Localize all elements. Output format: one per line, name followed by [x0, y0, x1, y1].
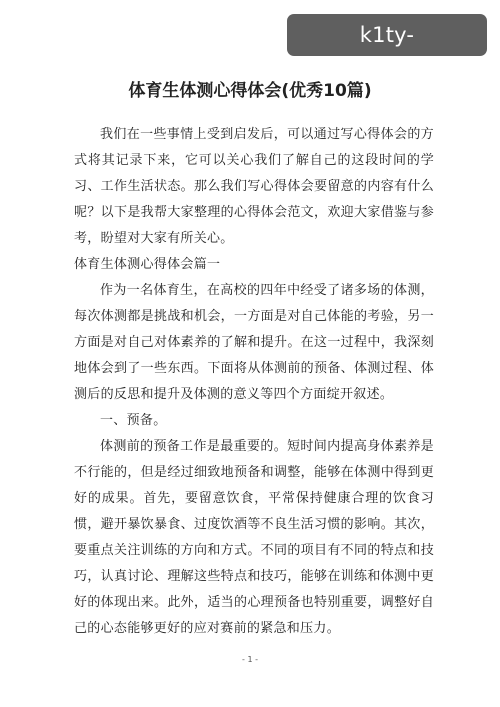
- document-body: [74, 122, 434, 642]
- page-title: 体育生体测心得体会(优秀10篇): [128, 81, 372, 101]
- section-heading: 体育生体测心得体会篇一: [74, 257, 221, 272]
- subheading-preparation: 一、预备。: [100, 413, 167, 428]
- page-number: - 1 -: [242, 655, 258, 664]
- paragraph-overview: 作为一名体育生，在高校的四年中经受了诸多场的体测，每次体测都是挑战和机会，一方面是对自己体能的考验，另一方面是对自己对体素养的了解和提升。在这一过程中，我深刻地体会到了一些东西。下面将从体测前的预备、体测过程、体测后的反思和提升及体测的意义等四个方面绽开叙述。: [74, 283, 434, 402]
- paragraph-intro: 我们在一些事情上受到启发后，可以通过写心得体会的方式将其记录下来，它可以关心我们了解自己的这段时间的学习、工作生活状态。那么我们写心得体会要留意的内容有什么呢？以下是我帮大家整理的心得体会范文，欢迎大家借鉴与参考，盼望对大家有所关心。: [74, 127, 434, 246]
- paragraph-preparation: 体测前的预备工作是最重要的。短时间内提高身体素养是不行能的，但是经过细致地预备和调整，能够在体测中得到更好的成果。首先，要留意饮食，平常保持健康合理的饮食习惯，避开暴饮暴食、过度饮酒等不良生活习惯的影响。其次，要重点关注训练的方向和方式。不同的项目有不同的特点和技巧，认真讨论、理解这些特点和技巧，能够在训练和体测中更好的体现出来。此外，适当的心理预备也特别重要，调整好自己的心态能够更好的应对赛前的紧急和压力。: [74, 439, 434, 636]
- watermark-badge: k1ty-champion.com: [287, 14, 487, 56]
